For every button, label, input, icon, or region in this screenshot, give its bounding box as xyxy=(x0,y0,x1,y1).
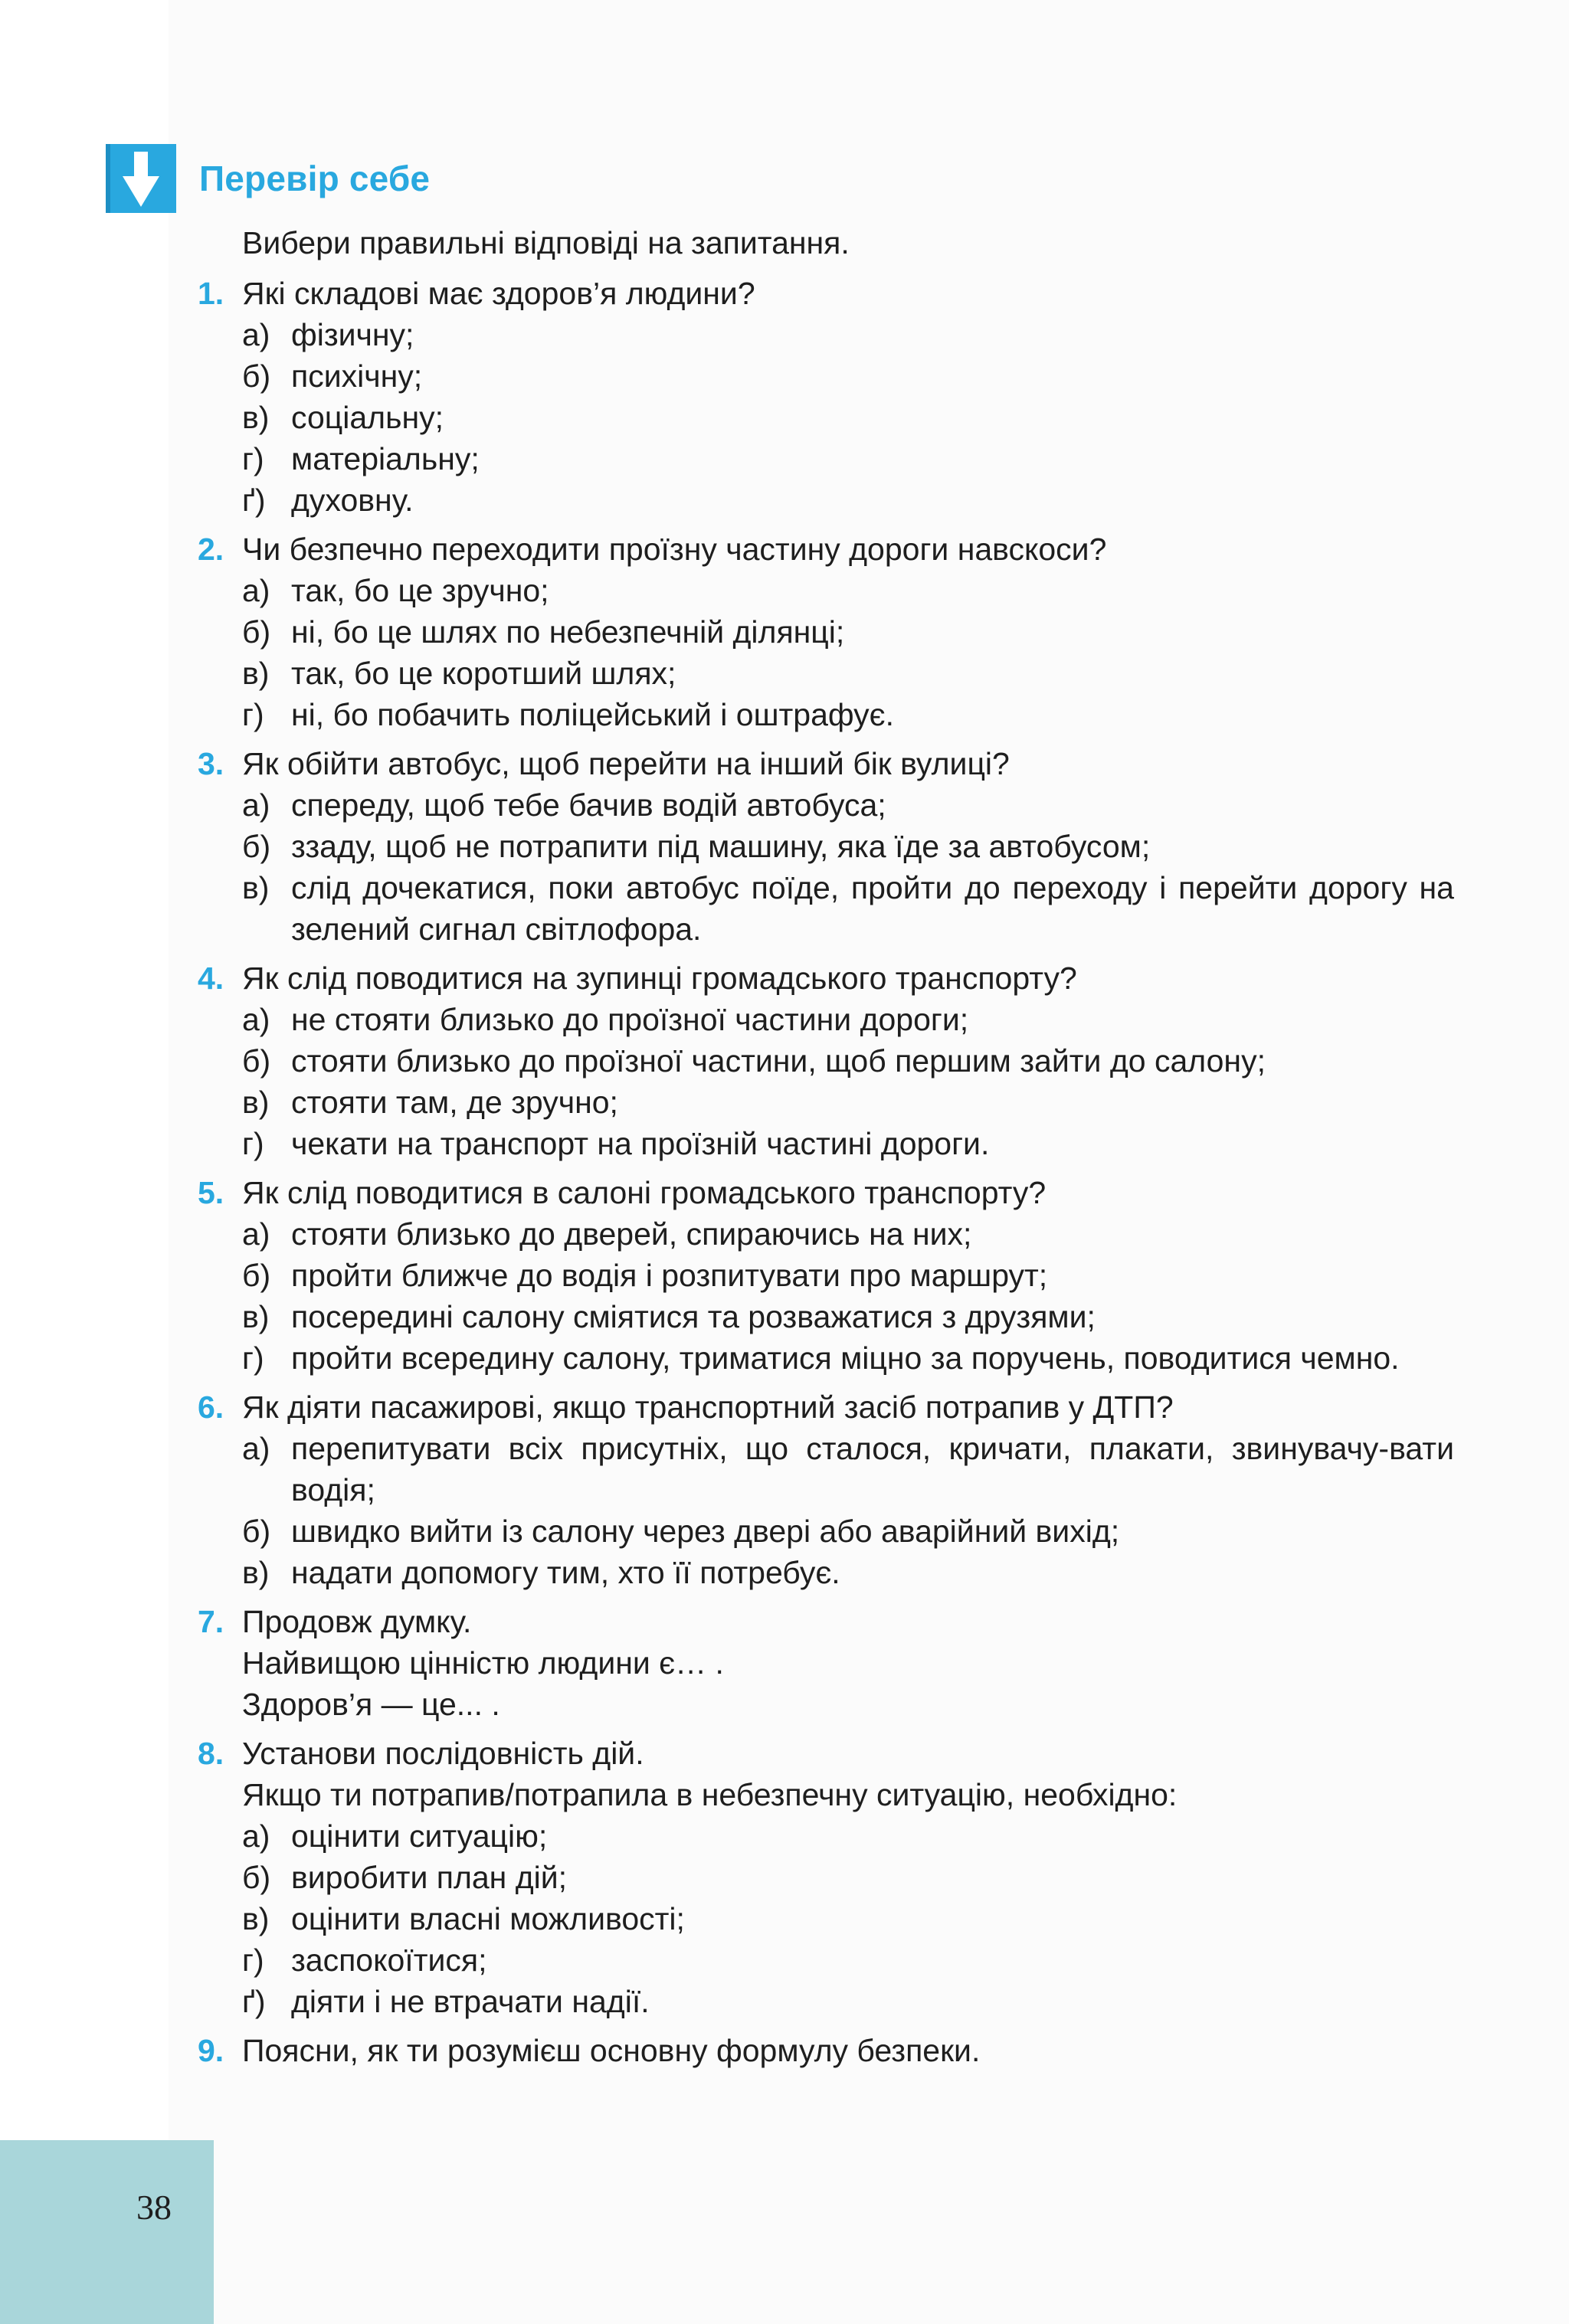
question-header xyxy=(198,1386,1454,1428)
question-header xyxy=(198,2030,1454,2071)
option-letter: б) xyxy=(242,614,271,650)
question-9 xyxy=(198,2030,1454,2071)
question-number: 5. xyxy=(198,1175,224,1210)
question-number: 8. xyxy=(198,1736,224,1771)
question-number: 9. xyxy=(198,2033,224,2068)
question-header xyxy=(198,529,1454,570)
option-text: виробити план дій; xyxy=(291,1860,568,1895)
answer-option xyxy=(198,826,1454,867)
option-letter: в) xyxy=(242,656,270,691)
option-text: спереду, щоб тебе бачив водій автобуса; xyxy=(291,787,886,823)
option-text: соціальну; xyxy=(291,400,444,435)
answer-option xyxy=(198,1213,1454,1255)
question-text: Які складові має здоров’я людини? xyxy=(242,276,755,311)
question-4 xyxy=(198,957,1454,1164)
answer-option xyxy=(198,1815,1454,1857)
option-text: фізичну; xyxy=(291,317,414,352)
down-arrow-icon xyxy=(106,144,176,213)
answer-option xyxy=(198,653,1454,694)
answer-option xyxy=(198,1296,1454,1337)
option-text: пройти ближче до водія і розпитувати про маршрут; xyxy=(291,1258,1048,1293)
question-text: Як обійти автобус, щоб перейти на інший бік вулиці? xyxy=(242,746,1010,781)
option-letter: б) xyxy=(242,1043,271,1079)
option-letter: в) xyxy=(242,1299,270,1334)
answer-option xyxy=(198,1939,1454,1981)
question-3 xyxy=(198,743,1454,950)
answer-option xyxy=(198,1082,1454,1123)
question-text: Продовж думку. xyxy=(242,1604,472,1639)
answer-option xyxy=(198,355,1454,397)
option-letter: г) xyxy=(242,1943,264,1978)
question-text: Установи послідовність дій. xyxy=(242,1736,644,1771)
option-text: надати допомогу тим, хто її потребує. xyxy=(291,1555,840,1590)
answer-option xyxy=(198,1857,1454,1898)
question-header xyxy=(198,1601,1454,1642)
option-letter: г) xyxy=(242,1126,264,1161)
option-letter: б) xyxy=(242,829,271,864)
option-text: стояти близько до проїзної частини, щоб першим зайти до салону; xyxy=(291,1043,1266,1079)
question-number: 1. xyxy=(198,276,224,311)
question-header xyxy=(198,743,1454,784)
answer-option xyxy=(198,1511,1454,1552)
option-letter: в) xyxy=(242,1555,270,1590)
option-text: перепитувати всіх присутніх, що сталося, кричати, плакати, звинувачу-вати водія; xyxy=(291,1431,1454,1507)
question-6 xyxy=(198,1386,1454,1593)
option-letter: в) xyxy=(242,870,270,905)
option-letter: а) xyxy=(242,1431,270,1466)
option-letter: а) xyxy=(242,1216,270,1252)
question-number: 2. xyxy=(198,532,224,567)
page-number: 38 xyxy=(136,2188,172,2227)
option-letter: г) xyxy=(242,1340,264,1376)
answer-option xyxy=(198,611,1454,653)
question-number: 3. xyxy=(198,746,224,781)
answer-option xyxy=(198,1552,1454,1593)
answer-option xyxy=(198,1981,1454,2022)
answer-option xyxy=(198,999,1454,1040)
answer-option xyxy=(198,1898,1454,1939)
option-text: слід дочекатися, поки автобус поїде, пройти до переходу і перейти дорогу на зелений сигнал світлофора. xyxy=(291,870,1454,947)
section-header xyxy=(106,144,430,213)
question-text: Як слід поводитися в салоні громадського транспорту? xyxy=(242,1175,1047,1210)
option-text: не стояти близько до проїзної частини дороги; xyxy=(291,1002,969,1037)
option-text: так, бо це коротший шлях; xyxy=(291,656,676,691)
question-1 xyxy=(198,273,1454,521)
option-letter: а) xyxy=(242,1818,270,1854)
question-header xyxy=(198,1172,1454,1213)
option-text: духовну. xyxy=(291,483,414,518)
answer-option xyxy=(198,570,1454,611)
question-text: Як слід поводитися на зупинці громадського транспорту? xyxy=(242,961,1077,996)
question-header xyxy=(198,1733,1454,1774)
question-2 xyxy=(198,529,1454,735)
option-text: посередині салону сміятися та розважатися з друзями; xyxy=(291,1299,1096,1334)
option-text: чекати на транспорт на проїзній частині дороги. xyxy=(291,1126,990,1161)
question-list xyxy=(198,273,1454,2079)
question-text: Поясни, як ти розумієш основну формулу безпеки. xyxy=(242,2033,981,2068)
option-text: заспокоїтися; xyxy=(291,1943,487,1978)
question-number: 4. xyxy=(198,961,224,996)
option-letter: ґ) xyxy=(242,1984,266,2019)
option-text: так, бо це зручно; xyxy=(291,573,549,608)
answer-option xyxy=(198,694,1454,735)
option-text: стояти близько до дверей, спираючись на них; xyxy=(291,1216,972,1252)
question-text: Як діяти пасажирові, якщо транспортний засіб потрапив у ДТП? xyxy=(242,1389,1174,1425)
option-text: ні, бо це шлях по небезпечній ділянці; xyxy=(291,614,845,650)
option-text: ззаду, щоб не потрапити під машину, яка їде за автобусом; xyxy=(291,829,1151,864)
question-header xyxy=(198,273,1454,314)
answer-option xyxy=(198,1428,1454,1511)
question-8 xyxy=(198,1733,1454,2022)
answer-option xyxy=(198,1040,1454,1082)
question-extra-line: Найвищою цінністю людини є… . xyxy=(242,1645,724,1681)
option-text: діяти і не втрачати надії. xyxy=(291,1984,650,2019)
question-text: Чи безпечно переходити проїзну частину дороги навскоси? xyxy=(242,532,1107,567)
option-letter: а) xyxy=(242,573,270,608)
answer-option xyxy=(198,1255,1454,1296)
answer-option xyxy=(198,867,1454,950)
option-letter: б) xyxy=(242,1514,271,1549)
answer-option xyxy=(198,397,1454,438)
option-letter: ґ) xyxy=(242,483,266,518)
question-extra-line: Здоров’я — це... . xyxy=(242,1687,500,1722)
question-7 xyxy=(198,1601,1454,1725)
option-text: пройти всередину салону, триматися міцно за поручень, поводитися чемно. xyxy=(291,1340,1400,1376)
question-number: 6. xyxy=(198,1389,224,1425)
section-title: Перевір себе xyxy=(199,159,431,198)
option-text: психічну; xyxy=(291,358,423,394)
option-letter: а) xyxy=(242,1002,270,1037)
page-number-box xyxy=(0,2140,214,2324)
option-text: матеріальну; xyxy=(291,441,480,476)
option-letter: а) xyxy=(242,317,270,352)
option-text: стояти там, де зручно; xyxy=(291,1085,618,1120)
option-letter: б) xyxy=(242,1258,271,1293)
question-5 xyxy=(198,1172,1454,1379)
option-letter: в) xyxy=(242,1901,270,1936)
answer-option xyxy=(198,314,1454,355)
question-extra-line: Якщо ти потрапив/потрапила в небезпечну ситуацію, необхідно: xyxy=(242,1777,1178,1812)
option-text: ні, бо побачить поліцейський і оштрафує. xyxy=(291,697,894,732)
option-letter: в) xyxy=(242,400,270,435)
option-text: оцінити власні можливості; xyxy=(291,1901,685,1936)
option-letter: в) xyxy=(242,1085,270,1120)
answer-option xyxy=(198,1337,1454,1379)
answer-option xyxy=(198,480,1454,521)
answer-option xyxy=(198,784,1454,826)
option-letter: б) xyxy=(242,358,271,394)
option-letter: а) xyxy=(242,787,270,823)
instruction-text: Вибери правильні відповіді на запитання. xyxy=(242,225,850,260)
option-letter: г) xyxy=(242,697,264,732)
option-text: швидко вийти із салону через двері або аварійний вихід; xyxy=(291,1514,1120,1549)
answer-option xyxy=(198,438,1454,480)
option-text: оцінити ситуацію; xyxy=(291,1818,548,1854)
question-number: 7. xyxy=(198,1604,224,1639)
option-letter: б) xyxy=(242,1860,271,1895)
answer-option xyxy=(198,1123,1454,1164)
option-letter: г) xyxy=(242,441,264,476)
question-header xyxy=(198,957,1454,999)
